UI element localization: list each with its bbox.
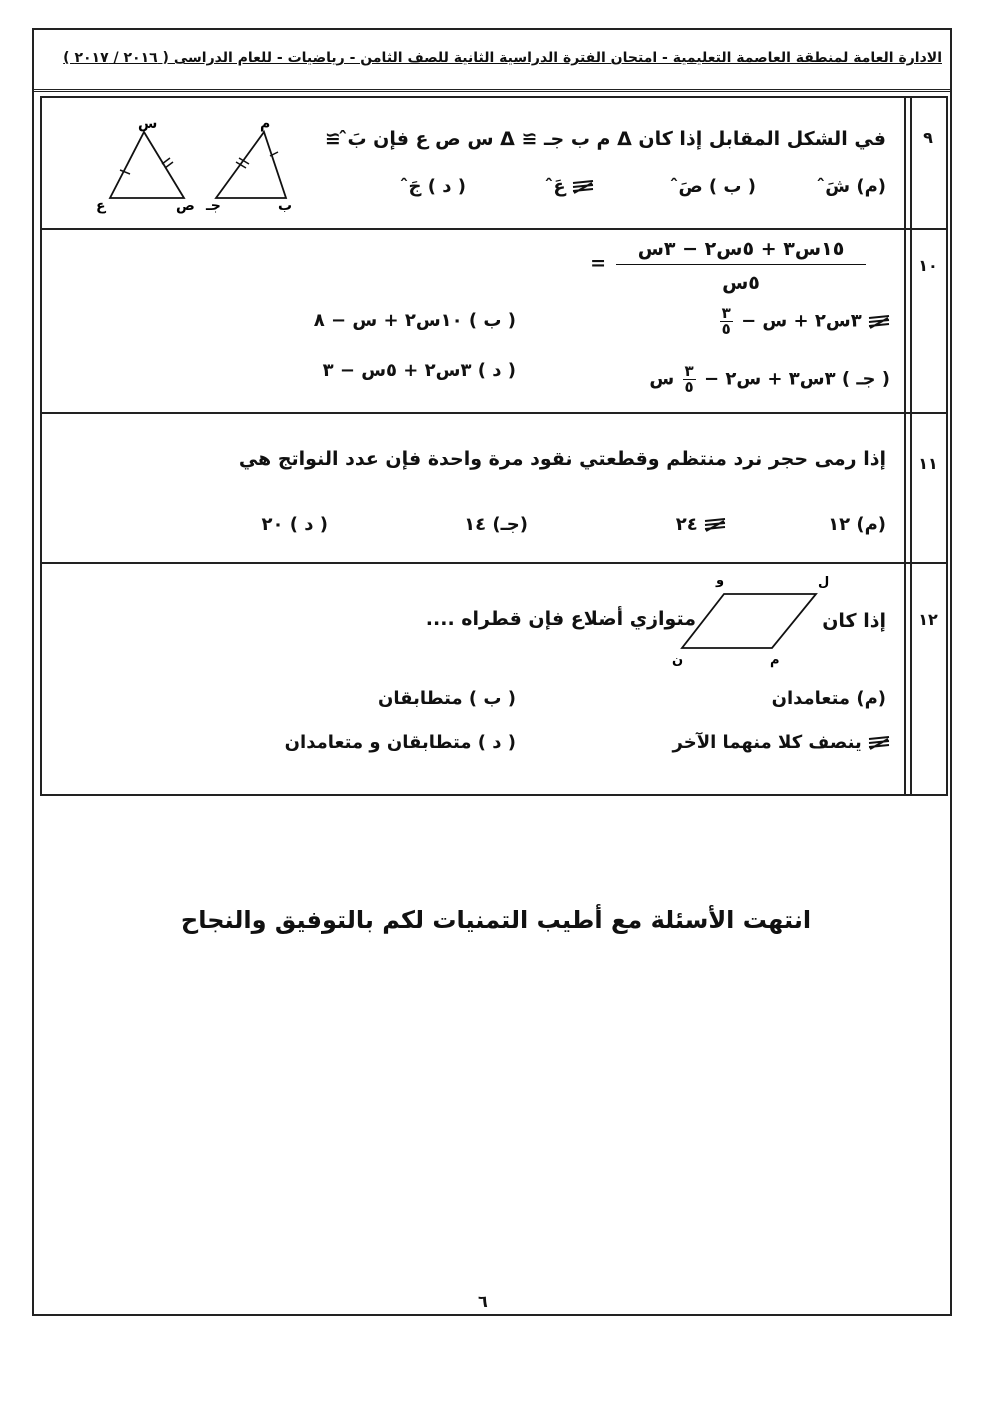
label-m: م <box>260 116 271 132</box>
scribble-mark-icon <box>868 314 890 330</box>
q10-numerator: ١٥س٣ + ٥س٢ − ٣س <box>616 238 866 265</box>
q9-number: ٩ <box>923 128 933 147</box>
label-a: ع <box>96 198 106 214</box>
q9-triangles-figure <box>70 112 293 214</box>
questions-table <box>40 96 948 796</box>
q10-denominator: ٥س <box>722 272 760 294</box>
label-l: ل <box>818 575 830 590</box>
q9-option-b: ( ب ) صَ̂ <box>678 176 756 197</box>
q12-text-b: متوازي أضلاع فإن قطراه .... <box>425 608 696 630</box>
gutter-column <box>904 98 910 794</box>
triangle-mbj <box>216 132 286 198</box>
q9-option-c <box>553 176 594 197</box>
row-divider <box>42 228 946 230</box>
label-w: و <box>716 573 725 588</box>
q9-option-a: (م) شَ̂ <box>825 176 886 197</box>
q10-option-a <box>718 306 890 337</box>
q12-option-b: ( ب ) متطابقان <box>378 688 516 709</box>
q11-option-d: ( د ) ٢٠ <box>261 514 328 535</box>
label-n: ن <box>672 653 684 668</box>
scribble-mark-icon <box>704 517 726 533</box>
q11-option-c: (جـ) ١٤ <box>464 514 528 535</box>
q11-option-a: (م) ١٢ <box>828 514 886 535</box>
page-number: ٦ <box>478 1292 488 1311</box>
q12-option-c <box>673 732 890 753</box>
q9-option-d: ( د ) جَ̂ <box>408 176 466 197</box>
q11-option-b <box>676 514 726 535</box>
fraction: $\frac{٣}{٥}$ <box>684 362 694 396</box>
row-divider <box>42 412 946 414</box>
q9-option-c-text: عَ̂ <box>553 176 566 197</box>
triangle-sas <box>110 132 184 198</box>
label-m: م <box>770 653 780 668</box>
closing-message: انتهت الأسئلة مع أطيب التمنيات لكم بالتوفيق والنجاح <box>180 906 812 934</box>
label-sad: ص <box>176 198 195 214</box>
scribble-mark-icon <box>572 179 594 195</box>
header-title: الادارة العامة لمنطقة العاصمة التعليمية - امتحان الفترة الدراسية الثانية للصف الثامن - رياضيات - للعام الدراسى ( ٢٠١٦ / ٢٠١٧ ) <box>63 50 942 66</box>
fraction: $\frac{٣}{٥}$ <box>721 304 731 338</box>
scribble-mark-icon <box>868 735 890 751</box>
number-column <box>910 98 946 794</box>
q10-option-b: ( ب ) ١٠س٢ + س − ٨ <box>313 310 516 331</box>
label-s: س <box>138 116 158 132</box>
q10-option-c-text: ( جـ ) ٣س٣ + س٢ − <box>703 368 890 390</box>
q12-option-d: ( د ) متطابقان و متعامدان <box>284 732 516 753</box>
q11-text: إذا رمى حجر نرد منتظم وقطعتي نقود مرة واحدة فإن عدد النواتج هي <box>238 448 886 470</box>
q10-option-c: ( جـ ) ٣س٣ + س٢ − $\frac{٣}{٥}$ س <box>649 362 890 396</box>
q10-equals: = <box>590 252 606 274</box>
q10-number: ١٠ <box>918 256 938 275</box>
q12-number: ١٢ <box>918 610 938 629</box>
q11-number: ١١ <box>918 454 938 473</box>
label-b: ب <box>278 198 293 214</box>
q12-parallelogram-figure <box>672 568 832 668</box>
q12-text-a: إذا كان <box>822 610 886 632</box>
label-j: جـ <box>206 198 221 214</box>
q10-option-d: ( د ) ٣س٢ + ٥س − ٣ <box>322 360 516 381</box>
header <box>34 30 950 92</box>
q12-option-a: (م) متعامدان <box>771 688 886 709</box>
parallelogram <box>682 594 816 648</box>
q9-text: في الشكل المقابل إذا كان Δ م ب جـ ≅ Δ س ص ع فإن بَ̂ ≅ <box>324 128 886 150</box>
q10-option-a-text: ٣س٢ + س − <box>741 310 862 332</box>
q12-option-c-text: ينصف كلا منهما الآخر <box>672 732 862 753</box>
row-divider <box>42 562 946 564</box>
q11-option-b-text: ٢٤ <box>675 514 698 535</box>
